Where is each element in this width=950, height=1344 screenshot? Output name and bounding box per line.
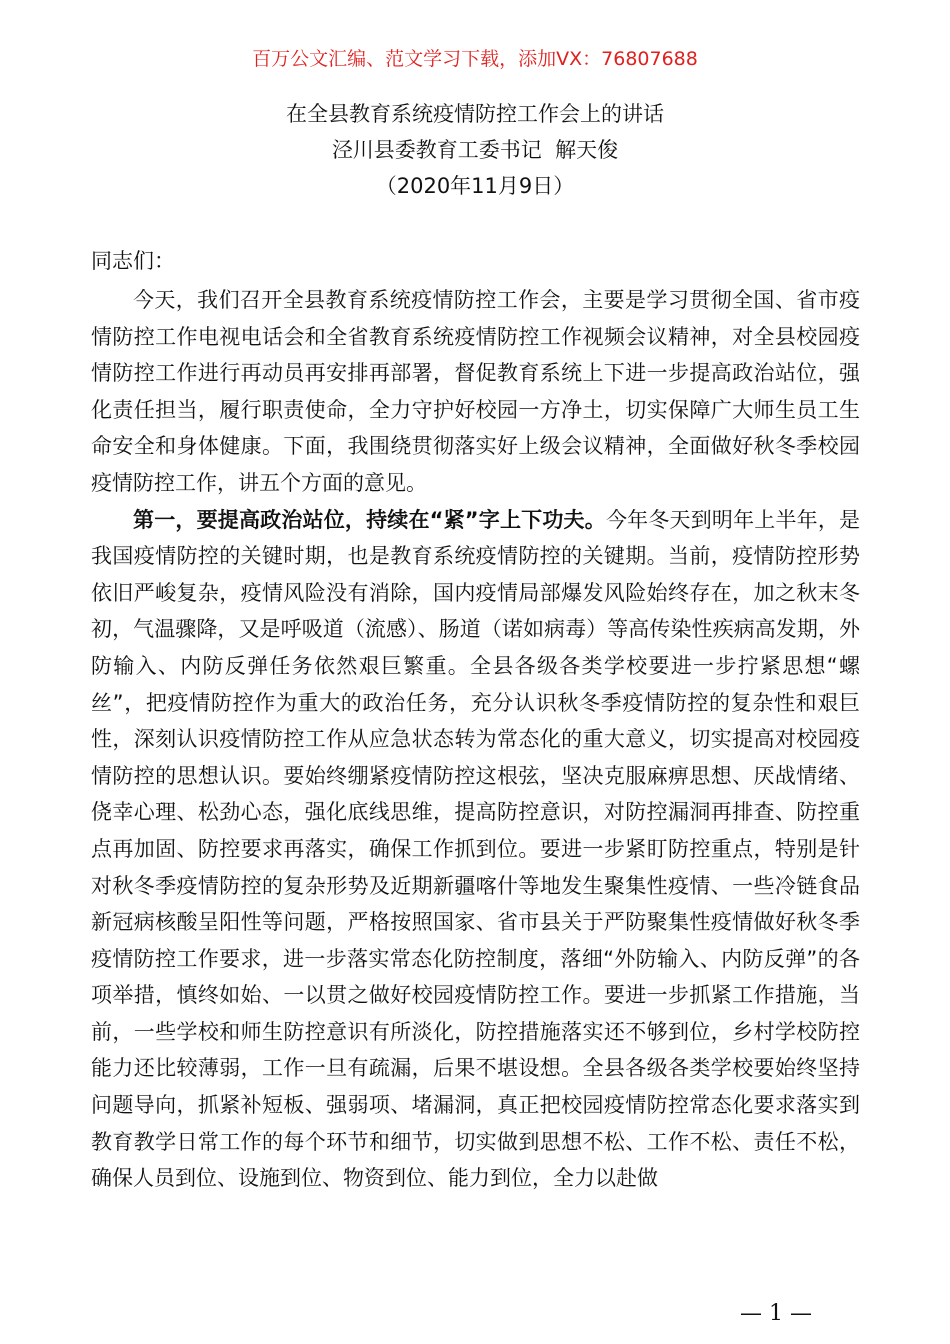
- first-point-text: 今年冬天到明年上半年，是我国疫情防控的关键时期，也是教育系统疫情防控的关键期。当前，疫情防控形势依旧严峻复杂，疫情风险没有消除，国内疫情局部爆发风险始终存在，加之秋末冬初，气温骤降，又是呼吸道（流感）、肠道（诺如病毒）等高传染性疾病高发期，外防输入、内防反弹任务依然艰巨繁重。全县各级各类学校要进一步拧紧思想“螺丝”，把疫情防控作为重大的政治任务，充分认识秋冬季疫情防控的复杂性和艰巨性，深刻认识疫情防控工作从应急状态转为常态化的重大意义，切实提高对校园疫情防控的思想认识。要始终绷紧疫情防控这根弦，坚决克服麻痹思想、厌战情绪、侥幸心理、松劲心态，强化底线思维，提高防控意识，对防控漏洞再排查、防控重点再加固、防控要求再落实，确保工作抓到位。要进一步紧盯防控重点，特别是针对秋冬季疫情防控的复杂形势及近期新疆喀什等地发生聚集性疫情、一些冷链食品新冠病核酸呈阳性等问题，严格按照国家、省市县关于严防聚集性疫情做好秋冬季疫情防控工作要求，进一步落实常态化防控制度，落细“外防输入、内防反弹”的各项举措，慎终如始、一以贯之做好校园疫情防控工作。要进一步抓紧工作措施，当前，一些学校和师生防控意识有所淡化，防控措施落实还不够到位，乡村学校防控能力还比较薄弱，工作一旦有疏漏，后果不堪设想。全县各级各类学校要始终坚持问题导向，抓紧补短板、强弱项、堵漏洞，真正把校园疫情防控常态化要求落实到教育教学日常工作的每个环节和细节，切实做到思想不松、工作不松、责任不松，确保人员到位、设施到位、物资到位、能力到位，全力以赴做: [91, 507, 861, 1191]
- speaker-line: 泾川县委教育工委书记 解天俊: [331, 138, 619, 162]
- paragraph-intro: 今天，我们召开全县教育系统疫情防控工作会，主要是学习贯彻全国、省市疫情防控工作电视电话会和全省教育系统疫情防控工作视频会议精神，对全县校园疫情防控工作进行再动员再安排再部署，督促教育系统上下进一步提高政治站位，强化责任担当，履行职责使命，全力守护好校园一方净土，切实保障广大师生员工生命安全和身体健康。下面，我围绕贯彻落实好上级会议精神，全面做好秋冬季校园疫情防控工作，讲五个方面的意见。: [91, 288, 860, 495]
- first-point-heading: 第一，要提高政治站位，持续在“紧”字上下功夫。: [133, 507, 606, 532]
- download-banner: 百万公文汇编、范文学习下载，添加VX：76807688: [252, 48, 698, 70]
- speech-date: （2020年11月9日）: [375, 174, 575, 198]
- salutation: 同志们：: [91, 249, 175, 273]
- page-number: — 1 —: [740, 1301, 812, 1326]
- speech-body: [91, 282, 860, 1197]
- paragraph-first-point: [91, 502, 860, 1197]
- document-header: [0, 96, 950, 204]
- speech-title: 在全县教育系统疫情防控工作会上的讲话: [286, 102, 664, 126]
